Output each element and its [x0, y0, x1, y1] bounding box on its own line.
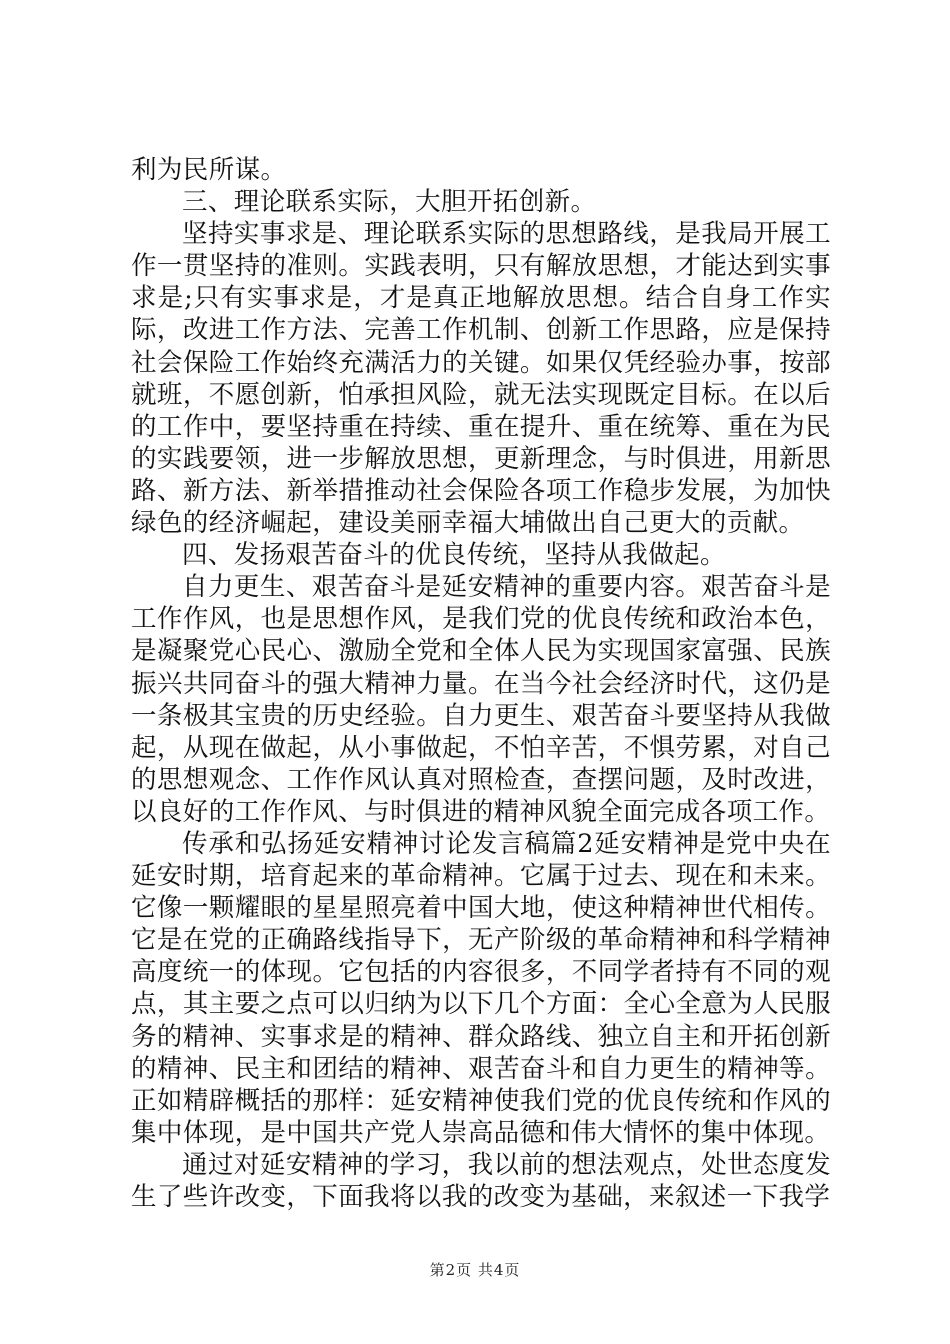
section-heading-4: 四、发扬艰苦奋斗的优良传统，坚持从我做起。: [182, 540, 726, 571]
document-body: [131, 154, 831, 1213]
paragraph-article-2: 传承和弘扬延安精神讨论发言稿篇2延安精神是党中央在延安时期，培育起来的革命精神。它属于过去、现在和未来。它像一颗耀眼的星星照亮着中国大地，使这种精神世代相传。它是在党的正确路线指导下，无产阶级的革命精神和科学精神高度统一的体现。它包括的内容很多，不同学者持有不同的观点，其主要之点可以归纳为以下几个方面：全心全意为人民服务的精神、实事求是的精神、群众路线、独立自主和开拓创新的精神、民主和团结的精神、艰苦奋斗和自力更生的精神等。正如精辟概括的那样：延安精神使我们党的优良传统和作风的集中体现，是中国共产党人崇高品德和伟大情怀的集中体现。: [131, 828, 831, 1148]
section-heading-3: 三、理论联系实际，大胆开拓创新。: [182, 187, 597, 218]
paragraph-continuation: 利为民所谋。: [131, 155, 287, 185]
page-number-footer: 第2页 共4页: [429, 1261, 521, 1279]
paragraph-section-3: 坚持实事求是、理论联系实际的思想路线，是我局开展工作一贯坚持的准则。实践表明，只有解放思想，才能达到实事求是;只有实事求是，才是真正地解放思想。结合自身工作实际，改进工作方法、完善工作机制、创新工作思路，应是保持社会保险工作始终充满活力的关键。如果仅凭经验办事，按部就班，不愿创新，怕承担风险，就无法实现既定目标。在以后的工作中，要坚持重在持续、重在提升、重在统筹、重在为民的实践要领，进一步解放思想，更新理念，与时俱进，用新思路、新方法、新举措推动社会保险各项工作稳步发展，为加快绿色的经济崛起，建设美丽幸福大埔做出自己更大的贡献。: [131, 219, 831, 539]
paragraph-study-intro: 通过对延安精神的学习，我以前的想法观点，处世态度发生了些许改变，下面我将以我的改变为基础，来叙述一下我学: [131, 1149, 831, 1212]
paragraph-section-4: 自力更生、艰苦奋斗是延安精神的重要内容。艰苦奋斗是工作作风，也是思想作风，是我们党的优良传统和政治本色，是凝聚党心民心、激励全党和全体人民为实现国家富强、民族振兴共同奋斗的强大精神力量。在当今社会经济时代，这仍是一条极其宝贵的历史经验。自力更生、艰苦奋斗要坚持从我做起，从现在做起，从小事做起，不怕辛苦，不惧劳累，对自己的思想观念、工作作风认真对照检查，查摆问题，及时改进，以良好的工作作风、与时俱进的精神风貌全面完成各项工作。: [131, 572, 831, 827]
